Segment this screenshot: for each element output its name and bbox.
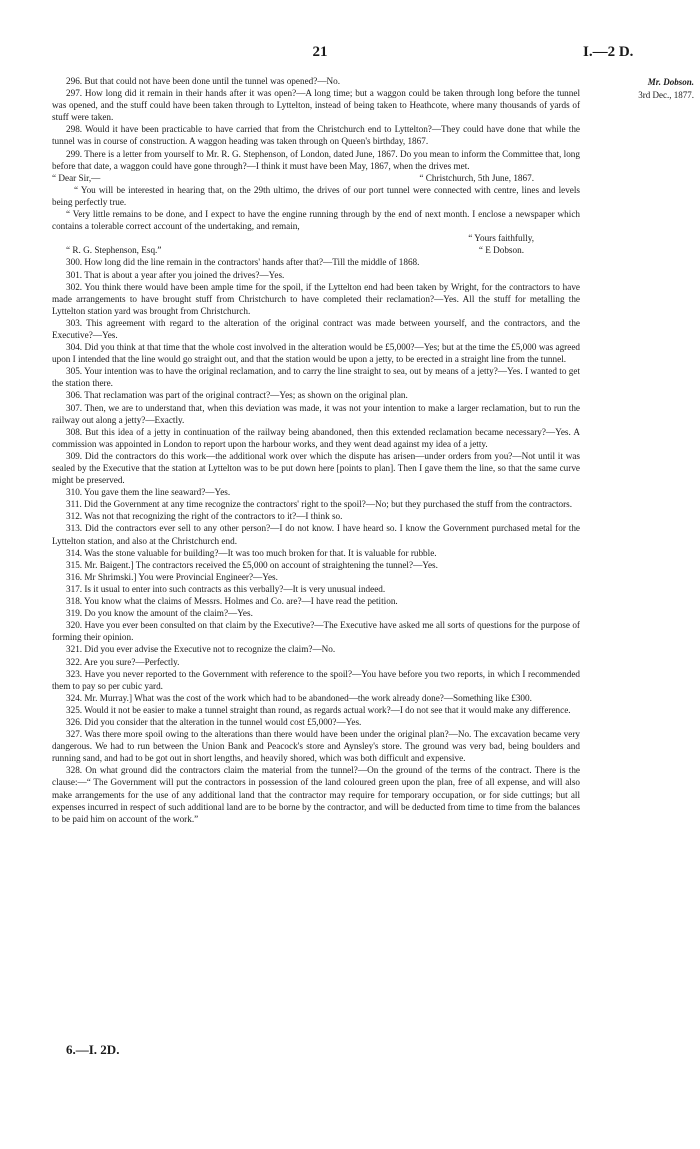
letter-body: “ You will be interested in hearing that, on the 29th ultimo, the drives of our port tunnel were connected with centre, lines and levels being perfectly true.	[52, 184, 580, 207]
question-paragraph: 314. Was the stone valuable for building?—It was too much broken for that. It is valuable for rubble.	[66, 547, 437, 558]
question-paragraph: 301. That is about a year after you joined the drives?—Yes.	[66, 269, 285, 280]
question-paragraph: 302. You think there would have been ample time for the spoil, if the Lyttelton end had been taken by Wright, for the contractors to have made arrangements to have brought stuff from Christchurch to have completed their reclamation?—Yes. All the stuff for metalling the Lyttelton station yard was brought from Christchurch.	[52, 281, 580, 316]
letter-signature: “ E Dobson.	[478, 245, 524, 256]
question-paragraph: 318. You know what the claims of Messrs. Holmes and Co. are?—I have read the petition.	[66, 596, 398, 607]
question-paragraph: 326. Did you consider that the alteration in the tunnel would cost £5,000?—Yes.	[66, 716, 362, 727]
question-paragraph: 317. Is it usual to enter into such contracts as this verbally?—It is very unusual indeed.	[66, 583, 386, 594]
question-paragraph: 309. Did the contractors do this work—the additional work over which the dispute has arisen—under orders from you?—Not until it was sealed by the Executive that the station at Lyttelton was to be put down here [points to plan]. Then I gave them the line, so that the same curve might be preserved.	[52, 450, 580, 486]
question-paragraph: 297. How long did it remain in their hands after it was open?—A long time; but a waggon could be taken through long before the tunnel was opened, and the stuff could have been taken through to Lyttelton, instead of being taken to Heathcote, where many thousands of yards of stuff were taken.	[52, 88, 580, 123]
question-paragraph: 319. Do you know the amount of the claim?—Yes.	[66, 608, 253, 619]
question-paragraph: 298. Would it have been practicable to have carried that from the Christchurch end to Lyttelton?—They could have done that while the tunnel was in course of construction. A waggon heading was taken through on Queen's birthday, 1867.	[52, 124, 580, 147]
question-paragraph: 303. This agreement with regard to the alteration of the original contract was made between yourself, and the contractors, and the Executive?—Yes.	[52, 317, 580, 340]
signature-mark: 6.—I. 2D.	[66, 1042, 120, 1057]
question-paragraph: 312. Was not that recognizing the right of the contractors to it?—I think so.	[66, 511, 343, 522]
question-paragraph: 315. Mr. Baigent.] The contractors received the £5,000 on account of straightening the tunnel?—Yes.	[66, 559, 438, 570]
question-paragraph: 322. Are you sure?—Perfectly.	[66, 656, 180, 667]
quoted-letter	[52, 172, 580, 257]
question-paragraph: 296. But that could not have been done until the tunnel was opened?—No.	[66, 76, 341, 86]
question-paragraph: 324. Mr. Murray.] What was the cost of the work which had to be abandoned—the work already done?—Something like £300.	[66, 692, 532, 703]
question-paragraph: 307. Then, we are to understand that, when this deviation was made, it was not your intention to make a larger reclamation, but to run the railway out along a jetty?—Exactly.	[52, 402, 580, 425]
question-paragraph: 316. Mr Shrimski.] You were Provincial Engineer?—Yes.	[66, 571, 278, 582]
witness-name: Mr. Dobson.	[647, 77, 694, 87]
question-paragraph: 304. Did you think at that time that the whole cost involved in the alteration would be £5,000?—Yes; but at the time the £5,000 was agreed upon I intended that the line would go straight out, and that the station would be upon a jetty, to be erected in a straight line from the tunnel.	[52, 342, 580, 365]
question-paragraph: 325. Would it not be easier to make a tunnel straight than round, as regards actual work?—I do not see that it would make any difference.	[66, 704, 571, 715]
letter-addressee: “ R. G. Stephenson, Esq.”	[66, 245, 162, 256]
hearing-date: 3rd Dec., 1877.	[638, 90, 694, 100]
question-paragraph: 328. On what ground did the contractors claim the material from the tunnel?—On the ground of the terms of the contract. There is the clause:—“ The Government will put the contractors in possession of the land coloured green upon the plan, free of all expense, and will also make arrangements for the use of any additional land that the contractor may require for temporary occupation, or for side cuttings; but all expenses incurred in respect of such additional land are to be borne by the contractor, and will be deducted from time to time from the balances to be paid him on account of the work.”	[52, 765, 580, 824]
question-paragraph: 306. That reclamation was part of the original contract?—Yes; as shown on the original plan.	[66, 390, 408, 401]
report-reference: I.—2 D.	[583, 44, 634, 60]
question-paragraph: 320. Have you ever been consulted on that claim by the Executive?—The Executive have asked me all sorts of questions for the purpose of forming their opinion.	[52, 620, 580, 643]
question-paragraph: 323. Have you never reported to the Government with reference to the spoil?—You have before you two reports, in which I recommended them to pay so per cubic yard.	[52, 668, 580, 691]
page-number: 21	[312, 44, 328, 60]
letter-place-date: “ Christchurch, 5th June, 1867.	[419, 172, 534, 183]
question-paragraph: 327. Was there more spoil owing to the alterations than there would have been under the original plan?—No. The excavation became very dangerous. We had to run between the Union Bank and Peacock's store and Aynsley's store. The ground was very bad, being boulders and running sand, and had to be got out in short lengths, and heavily shored, which was both difficult and expensive.	[52, 729, 580, 764]
letter-closing: “ Yours faithfully,	[468, 233, 534, 244]
question-paragraph: 321. Did you ever advise the Executive not to recognize the claim?—No.	[66, 644, 336, 655]
question-paragraph: 313. Did the contractors ever sell to any other person?—I do not know. I have heard so. I know the Government purchased metal for the Lyttelton station, and also at the Christchurch end.	[52, 523, 580, 546]
margin-note	[588, 76, 694, 102]
letter-salutation: “ Dear Sir,—	[52, 172, 101, 183]
question-paragraph: 310. You gave them the line seaward?—Yes.	[66, 487, 231, 498]
question-paragraph: 305. Your intention was to have the original reclamation, and to carry the line straight to sea, out by means of a jetty?—Yes. I wanted to get the station there.	[52, 366, 580, 389]
question-paragraph: 308. But this idea of a jetty in continuation of the railway being abandoned, then this extended reclamation became necessary?—Yes. A commission was appointed in London to report upon the harbour works, and they went dead against my idea of a jetty.	[52, 426, 580, 449]
question-paragraph: 300. How long did the line remain in the contractors' hands after that?—Till the middle of 1868.	[66, 257, 420, 268]
transcript-body	[52, 75, 580, 825]
letter-body: “ Very little remains to be done, and I expect to have the engine running through by the end of next month. I enclose a newspaper which contains a tolerable correct account of the undertaking, and remain,	[52, 209, 580, 232]
question-paragraph: 311. Did the Government at any time recognize the contractors' right to the spoil?—No; but they purchased the stuff from the contractors.	[66, 499, 573, 510]
question-paragraph: 299. There is a letter from yourself to Mr. R. G. Stephenson, of London, dated June, 1867. Do you mean to inform the Committee that, long before that date, a waggon could have gone through?—I think it must have been May, 1867, when the drives met.	[52, 148, 580, 171]
